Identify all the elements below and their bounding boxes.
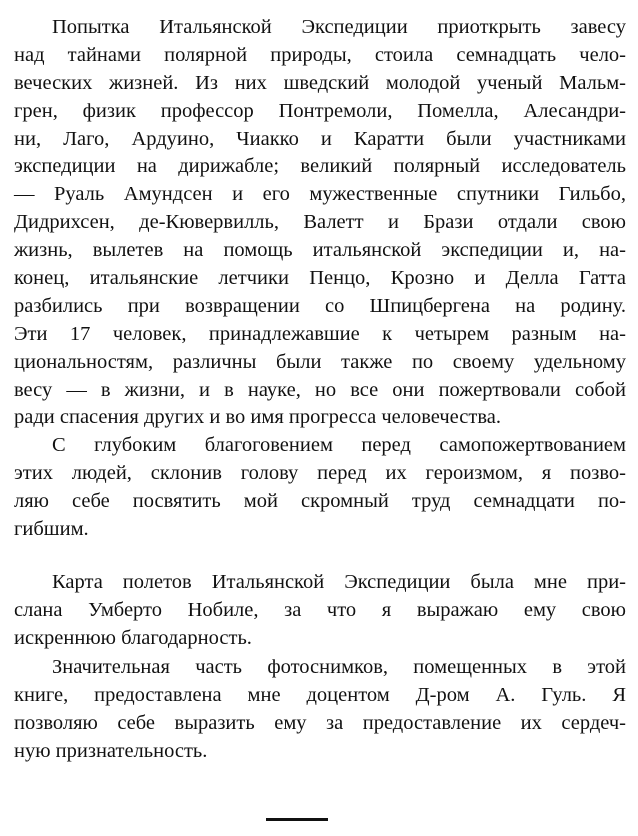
text-line: конец, итальянские летчики Пенцо, Крозно и Делла Гатта (14, 267, 626, 290)
text-line: ради спасения других и во имя прогресса человечества. (14, 406, 501, 429)
text-line: весу — в жизни, и в науке, но все они пожертвовали собой (14, 378, 626, 401)
text-line: Значительная часть фотоснимков, помещенных в этой (52, 656, 626, 678)
text-line: Карта полетов Итальянской Экспедиции была мне при- (52, 571, 626, 593)
text-line: слана Умберто Нобиле, за что я выражаю ему свою (14, 598, 626, 621)
paragraph-dedication (14, 14, 626, 432)
text-line: циональностям, различны были также по своему удельному (14, 350, 626, 373)
text-line: книге, предоставлена мне доцентом Д-ром А. Гуль. Я (14, 683, 626, 706)
text-line: С глубоким благоговением перед самопожертвованием (52, 434, 626, 456)
text-line: над тайнами полярной природы, стоила семнадцать чело- (14, 43, 626, 66)
text-line: экспедиции на дирижабле; великий полярный исследователь (14, 155, 626, 178)
paragraph-map-acknowledgement (14, 569, 626, 653)
paragraph-tribute (14, 432, 626, 544)
text-line: веческих жизней. Из них шведский молодой ученый Мальм- (14, 71, 626, 94)
text-line: искреннюю благодарность. (14, 626, 252, 649)
text-line: этих людей, склонив голову перед их героизмом, я позво- (14, 461, 626, 484)
text-line: ляю себе посвятить мой скромный труд семнадцати по- (14, 489, 626, 512)
paragraph-photo-acknowledgement (14, 654, 626, 766)
text-line: Дидрихсен, де-Кювервилль, Валетт и Брази отдали свою (14, 211, 626, 234)
text-line: гибшим. (14, 517, 89, 540)
text-line: Эти 17 человек, принадлежавшие к четырем разным на- (14, 322, 626, 345)
text-line: позволяю себе выразить ему за предоставление их сердеч- (14, 711, 626, 734)
text-line: грен, физик профессор Понтремоли, Помелла, Алесандри- (14, 99, 626, 122)
text-line: ни, Лаго, Ардуино, Чиакко и Каратти были участниками (14, 127, 626, 150)
text-line: Попытка Итальянской Экспедиции приоткрыть завесу (52, 16, 626, 38)
closing-rule-divider (266, 818, 328, 821)
text-line: ную признательность. (14, 739, 208, 762)
text-line: разбились при возвращении со Шпицбергена на родину. (14, 294, 626, 317)
text-line: жизнь, вылетев на помощь итальянской экспедиции и, на- (14, 239, 626, 262)
text-line: — Руаль Амундсен и его мужественные спутники Гильбо, (14, 183, 626, 206)
